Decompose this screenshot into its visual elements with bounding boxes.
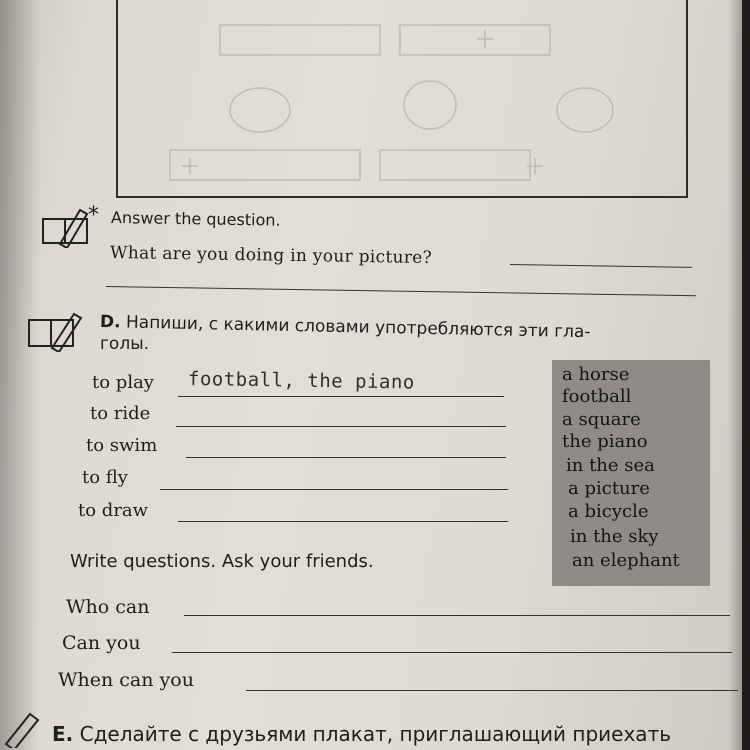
section-d-instruction-line2: голы.	[100, 334, 150, 354]
word-item: in the sea	[566, 455, 655, 476]
verb-to-play: to play	[92, 372, 154, 393]
svg-text:*: *	[88, 204, 99, 228]
question-starter-when-can-you: When can you	[58, 669, 194, 691]
verb-line-swim[interactable]	[186, 457, 506, 458]
section-e-text	[52, 722, 671, 746]
verb-line-draw[interactable]	[178, 521, 508, 522]
word-item: in the sky	[570, 526, 659, 547]
question-starter-can-you: Can you	[62, 632, 141, 654]
answer-instruction: Answer the question.	[110, 208, 281, 230]
word-item: a horse	[562, 364, 630, 385]
verb-to-swim: to swim	[86, 435, 158, 456]
page-edge	[728, 0, 742, 750]
pencil-book-icon-2	[26, 312, 94, 352]
verb-line-play[interactable]	[178, 396, 504, 397]
page-shadow	[0, 0, 40, 750]
pencil-icon	[0, 708, 48, 748]
pencil-book-icon	[40, 204, 108, 248]
answer-line-1[interactable]	[510, 264, 692, 268]
word-item: the piano	[562, 431, 648, 452]
answer-line-2[interactable]	[106, 286, 696, 296]
section-d-label: D.	[99, 312, 121, 333]
question-line-1[interactable]	[184, 615, 730, 616]
write-questions-instruction: Write questions. Ask your friends.	[70, 551, 374, 572]
question-line-2[interactable]	[172, 652, 732, 653]
drawing-frame	[116, 0, 688, 198]
handwritten-answer: football, the piano	[187, 368, 415, 394]
verb-to-fly: to fly	[82, 467, 128, 488]
section-e-label: E.	[52, 722, 74, 746]
picture-question: What are you doing in your picture?	[109, 243, 433, 269]
word-item: a square	[562, 409, 641, 430]
verb-to-draw: to draw	[78, 500, 149, 521]
section-e-instruction: Сделайте с друзьями плакат, приглашающий приехать	[79, 722, 672, 746]
verb-to-ride: to ride	[90, 403, 151, 424]
verb-line-fly[interactable]	[160, 489, 508, 490]
word-box	[552, 360, 710, 586]
word-item: a bicycle	[568, 501, 649, 522]
question-line-3[interactable]	[246, 690, 738, 691]
section-d-instruction	[100, 312, 591, 342]
word-item: football	[562, 386, 632, 407]
word-item: an elephant	[572, 550, 680, 571]
section-d-text: Напиши, с какими словами употребляются эти гла-	[125, 312, 591, 343]
word-item: a picture	[568, 478, 650, 499]
question-starter-who-can: Who can	[66, 596, 150, 618]
verb-line-ride[interactable]	[176, 426, 506, 427]
